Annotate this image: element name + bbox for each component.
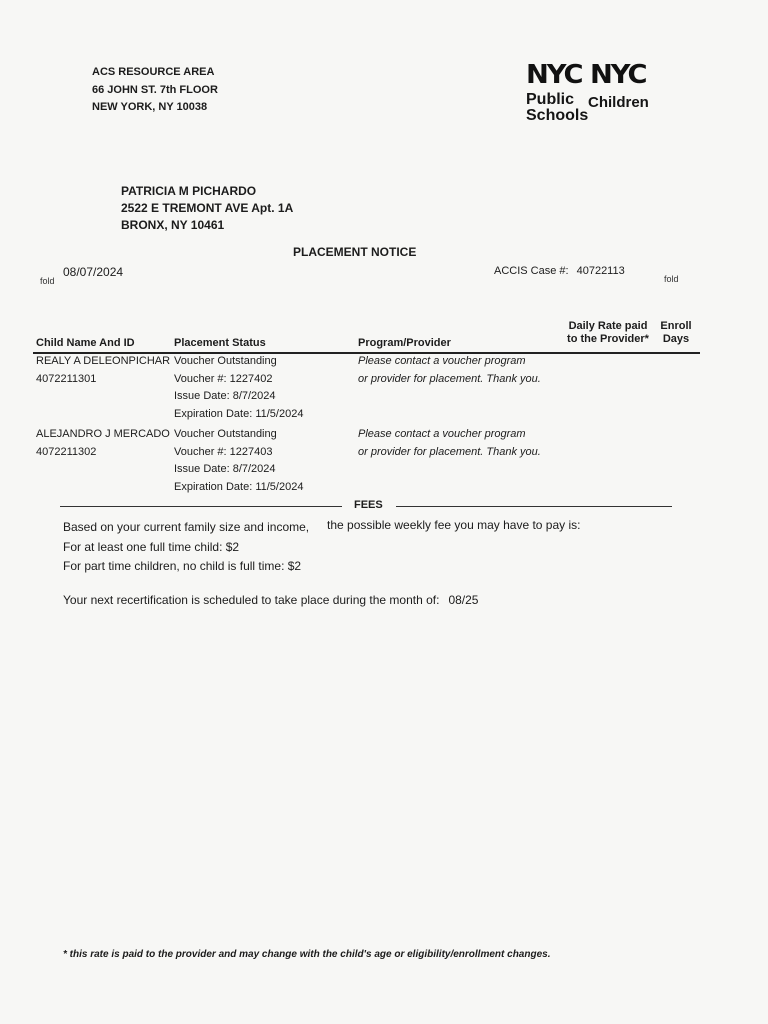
column-header-daily-rate [560,320,656,346]
table-row-status [174,353,303,423]
column-header-program: Program/Provider [358,337,451,349]
footnote: * this rate is paid to the provider and may change with the child's age or eligibility/enrollment changes. [63,949,551,960]
sender-line-3: NEW YORK, NY 10038 [92,101,208,113]
sender-address [92,64,218,117]
issue-date: Issue Date: 8/7/2024 [174,390,276,402]
program-line-2: or provider for placement. Thank you. [358,372,541,385]
recipient-street: 2522 E TREMONT AVE Apt. 1A [121,201,294,215]
nyc-logo-mark-1: NYC [526,60,582,90]
column-header-enroll-days [654,320,698,346]
sender-line-2: 66 JOHN ST. 7th FLOOR [92,83,218,96]
nyc-logo-mark-2: NYC [590,60,646,90]
daily-rate-line-1: Daily Rate paid [568,320,648,332]
nyc-logo [526,62,666,126]
accis-case [494,265,625,277]
fees-line-1-right: the possible weekly fee you may have to pay is: [327,518,581,532]
recipient-name: PATRICIA M PICHARDO [121,184,257,198]
child-name: REALY A DELEONPICHAR [36,355,171,367]
expiration-date: Expiration Date: 11/5/2024 [174,480,304,493]
table-row-program [358,353,541,388]
column-header-status: Placement Status [174,337,266,349]
child-id: 4072211301 [36,372,97,385]
recert-text: Your next recertification is scheduled to take place during the month of: [63,593,440,607]
fold-mark-right: fold [664,274,679,284]
daily-rate-line-2: to the Provider* [567,333,649,345]
placement-status: Voucher Outstanding [174,355,277,367]
fees-divider-left [60,506,342,507]
accis-label: ACCIS Case #: [494,265,569,277]
fees-heading: FEES [354,499,383,511]
table-row-status [174,426,303,496]
voucher-number: Voucher #: 1227402 [174,372,273,385]
logo-public: Public [526,91,575,108]
fold-mark-left: fold [40,276,55,286]
table-row-child [36,353,170,388]
program-line-1: Please contact a voucher program [358,428,526,440]
logo-schools: Schools [526,107,589,124]
table-row-child [36,426,170,461]
recipient-city: BRONX, NY 10461 [121,218,225,232]
fees-details [63,518,309,577]
child-name: ALEJANDRO J MERCADO [36,428,170,440]
expiration-date: Expiration Date: 11/5/2024 [174,407,304,420]
fees-line-1: Based on your current family size and income, [63,520,310,534]
enroll-line-2: Days [662,333,690,345]
program-line-2: or provider for placement. Thank you. [358,445,541,458]
accis-value: 40722113 [576,265,625,277]
recert-month: 08/25 [448,593,479,607]
recipient-address [121,183,293,234]
logo-children: Children [588,94,649,111]
sender-line-1: ACS RESOURCE AREA [92,66,215,78]
placement-status: Voucher Outstanding [174,428,277,440]
voucher-number: Voucher #: 1227403 [174,445,273,458]
enroll-line-1: Enroll [660,320,692,332]
fees-divider-right [396,506,672,507]
recertification-notice [63,593,478,607]
program-line-1: Please contact a voucher program [358,355,526,367]
fees-line-2: For at least one full time child: $2 [63,539,240,554]
fees-line-3: For part time children, no child is full time: $2 [63,559,302,573]
table-row-program [358,426,541,461]
notice-date: 08/07/2024 [63,265,124,279]
column-header-child: Child Name And ID [36,337,135,349]
page-title: PLACEMENT NOTICE [293,245,417,259]
child-id: 4072211302 [36,445,97,458]
issue-date: Issue Date: 8/7/2024 [174,463,276,475]
